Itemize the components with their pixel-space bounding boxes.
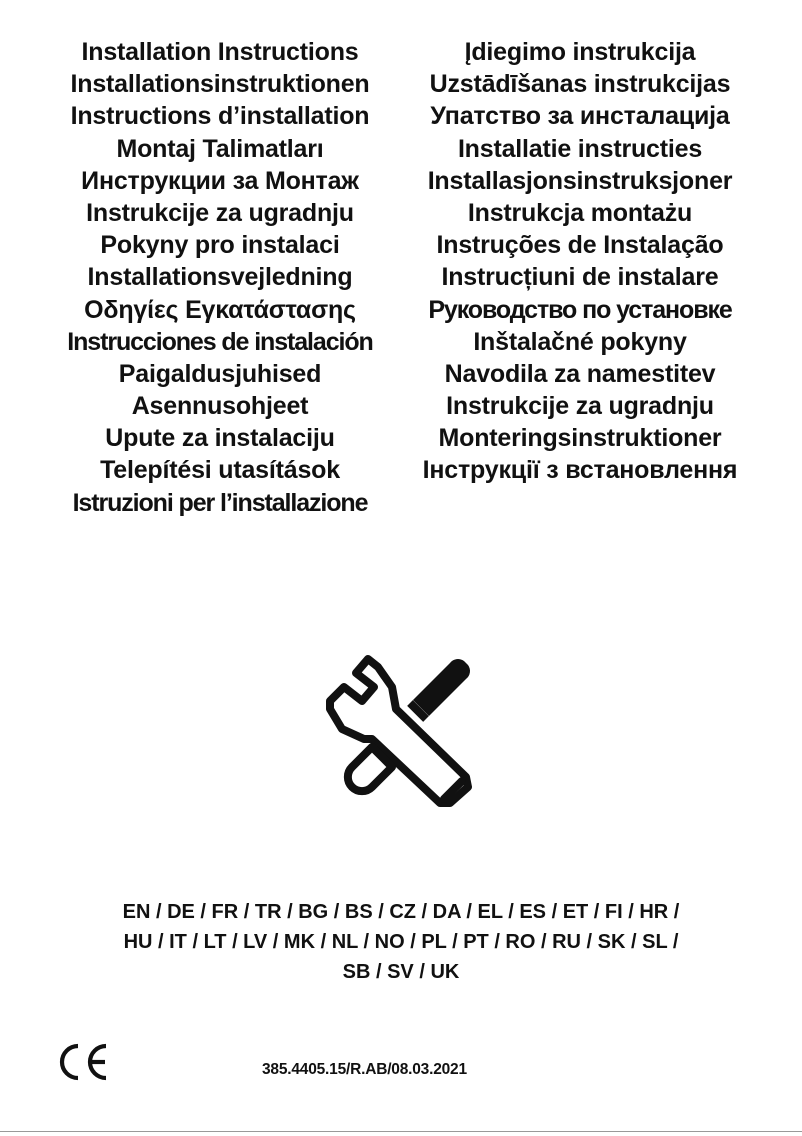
screwdriver-blade: [413, 659, 470, 716]
title-slovak: Inštalačné pokyny: [473, 327, 687, 356]
title-greek: Οδηγίες Εγκατάστασης: [84, 295, 356, 324]
title-hungarian: Telepítési utasítások: [100, 456, 340, 485]
title-russian: Руководство по установке: [428, 295, 732, 324]
title-dutch: Installatie instructies: [457, 134, 703, 163]
title-bulgarian: Инструкции за Монтаж: [81, 166, 359, 195]
title-lithuanian: Įdiegimo instrukcija: [464, 38, 696, 66]
language-codes-line-3: SB / SV / UK: [342, 961, 460, 983]
title-swedish: Monteringsinstruktioner: [438, 424, 722, 453]
title-czech: Pokyny pro instalaci: [100, 231, 340, 260]
page-bottom-divider: [0, 1131, 802, 1132]
title-german: Installationsinstruktionen: [70, 70, 370, 99]
language-codes: [40, 897, 762, 987]
title-latvian: Uzstādīšanas instrukcijas: [429, 70, 731, 99]
language-codes-line-1: EN / DE / FR / TR / BG / BS / CZ / DA / EL / ES / ET / FI / HR /: [122, 901, 680, 923]
title-polish: Instrukcja montażu: [467, 198, 693, 227]
title-serbian: Instrukcije za ugradnju: [446, 392, 714, 421]
title-french: Instructions d’installation: [70, 102, 370, 131]
title-finnish: Asennusohjeet: [131, 392, 309, 421]
title-croatian: Upute za instalaciju: [105, 424, 335, 453]
title-bosnian: Instrukcije za ugradnju: [86, 198, 354, 227]
document-code: 385.4405.15/R.AB/08.03.2021: [262, 1061, 467, 1078]
title-slovenian: Navodila za namestitev: [444, 359, 716, 388]
title-list-right: [400, 36, 760, 487]
title-romanian: Instrucțiuni de instalare: [441, 263, 719, 292]
title-english: Installation Instructions: [81, 38, 359, 66]
title-italian: Istruzioni per l’installazione: [72, 488, 368, 517]
language-codes-line-2: HU / IT / LT / LV / MK / NL / NO / PL / PT / RO / RU / SK / SL /: [123, 931, 679, 953]
wrench-screwdriver-icon: [316, 643, 486, 813]
title-spanish: Instrucciones de instalación: [67, 327, 373, 356]
title-norwegian: Installasjonsinstruksjoner: [427, 166, 733, 195]
title-list-left: [20, 36, 420, 519]
title-danish: Installationsvejledning: [87, 263, 353, 292]
title-estonian: Paigaldusjuhised: [118, 359, 322, 388]
title-ukrainian: Інструкції з встановлення: [422, 456, 738, 485]
title-portuguese: Instruções de Instalação: [436, 231, 724, 260]
title-macedonian: Упатство за инсталација: [430, 102, 730, 131]
ce-mark-icon: [54, 1042, 110, 1082]
title-turkish: Montaj Talimatları: [116, 134, 324, 163]
